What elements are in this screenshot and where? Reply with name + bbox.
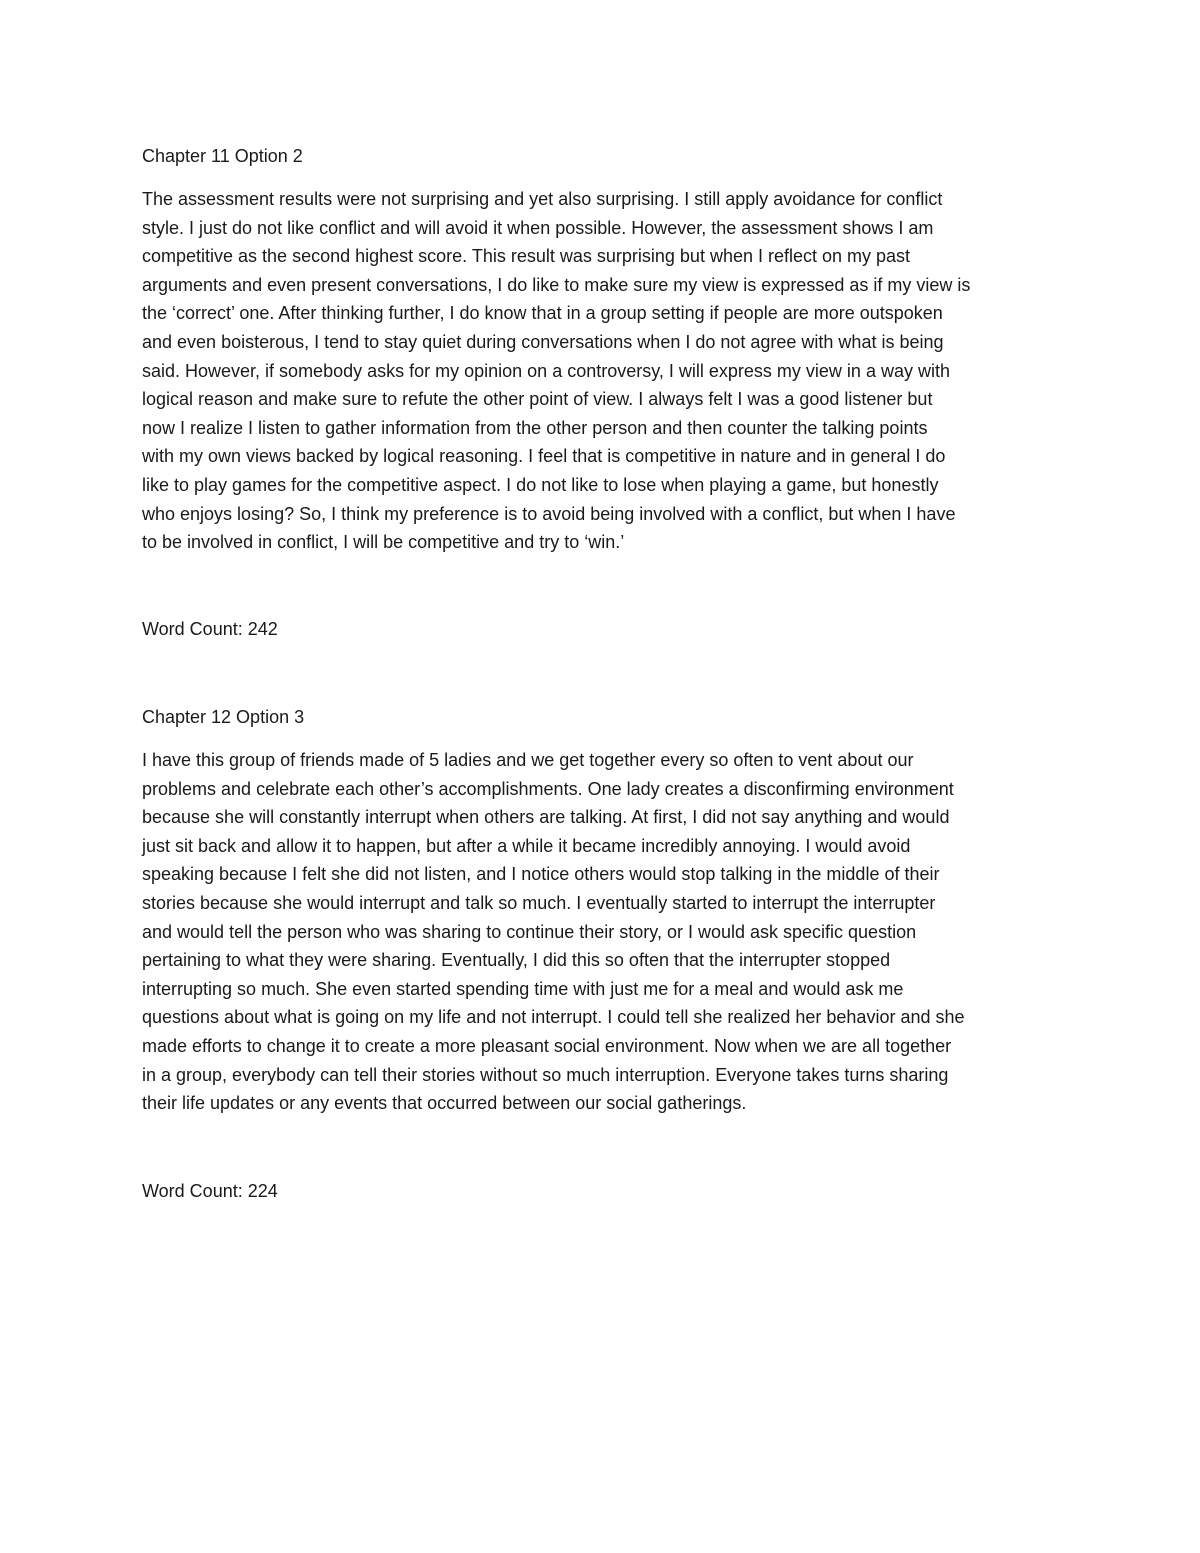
paragraph-line: competitive as the second highest score. This result was surprising but when I reflect on my past (142, 246, 911, 267)
section-paragraph (142, 185, 1200, 557)
paragraph-line: their life updates or any events that occurred between our social gatherings. (142, 1093, 747, 1114)
word-count: Word Count: 242 (142, 619, 278, 639)
paragraph-line: to be involved in conflict, I will be competitive and try to ‘win.’ (142, 532, 625, 553)
paragraph-line: made efforts to change it to create a more pleasant social environment. Now when we are all together (142, 1035, 952, 1056)
paragraph-line: logical reason and make sure to refute the other point of view. I always felt I was a good listener but (142, 389, 933, 410)
paragraph-line: now I realize I listen to gather information from the other person and then counter the talking points (142, 417, 928, 438)
paragraph-line: arguments and even present conversations, I do like to make sure my view is expressed as if my view is (142, 274, 971, 295)
paragraph-line: just sit back and allow it to happen, but after a while it became incredibly annoying. I would avoid (142, 835, 911, 856)
section-paragraph (142, 746, 1200, 1118)
paragraph-line: in a group, everybody can tell their stories without so much interruption. Everyone takes turns sharing (142, 1064, 949, 1085)
paragraph-line: speaking because I felt she did not listen, and I notice others would stop talking in the middle of their (142, 864, 940, 885)
paragraph-line: with my own views backed by logical reasoning. I feel that is competitive in nature and in general I do (142, 446, 946, 467)
section-heading: Chapter 12 Option 3 (142, 707, 305, 727)
paragraph-line: the ‘correct’ one. After thinking further, I do know that in a group setting if people are more outspoken (142, 303, 943, 324)
paragraph-line: and would tell the person who was sharing to continue their story, or I would ask specific question (142, 921, 917, 942)
paragraph-line: said. However, if somebody asks for my opinion on a controversy, I will express my view in a way with (142, 360, 950, 381)
paragraph-line: interrupting so much. She even started spending time with just me for a meal and would ask me (142, 978, 904, 999)
paragraph-line: style. I just do not like conflict and will avoid it when possible. However, the assessment shows I am (142, 217, 934, 238)
section-heading: Chapter 11 Option 2 (142, 146, 303, 166)
paragraph-line: who enjoys losing? So, I think my preference is to avoid being involved with a conflict, but when I have (142, 503, 956, 524)
paragraph-line: questions about what is going on my life and not interrupt. I could tell she realized her behavior and she (142, 1007, 965, 1028)
word-count: Word Count: 224 (142, 1181, 278, 1201)
paragraph-line: I have this group of friends made of 5 ladies and we get together every so often to vent about our (142, 750, 914, 770)
paragraph-line: because she will constantly interrupt when others are talking. At first, I did not say anything and would (142, 807, 950, 828)
paragraph-line: stories because she would interrupt and talk so much. I eventually started to interrupt the interrupter (142, 892, 936, 913)
paragraph-line: problems and celebrate each other’s accomplishments. One lady creates a disconfirming environment (142, 778, 954, 799)
paragraph-line: The assessment results were not surprising and yet also surprising. I still apply avoidance for conflict (142, 189, 943, 209)
paragraph-line: and even boisterous, I tend to stay quiet during conversations when I do not agree with what is being (142, 331, 944, 352)
paragraph-line: like to play games for the competitive aspect. I do not like to lose when playing a game, but honestly (142, 474, 939, 495)
paragraph-line: pertaining to what they were sharing. Eventually, I did this so often that the interrupter stopped (142, 950, 891, 971)
